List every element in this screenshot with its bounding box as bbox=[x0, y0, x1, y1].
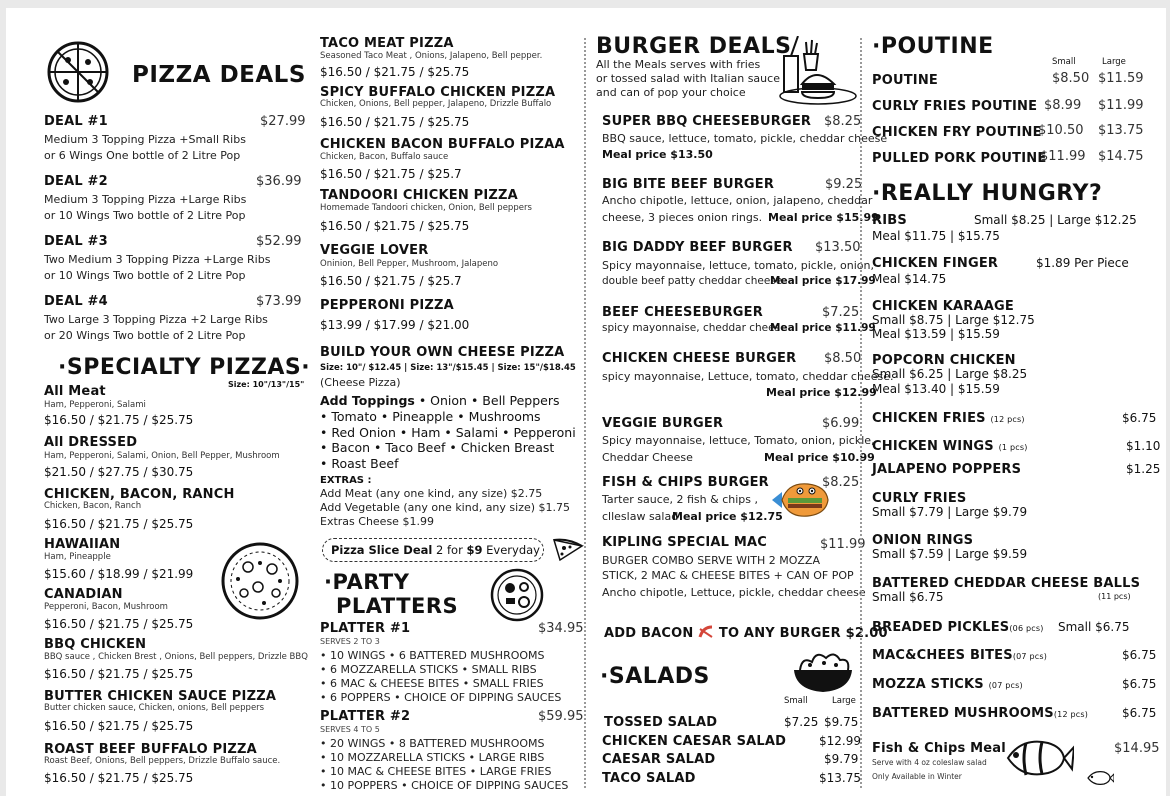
side-price: $6.75 bbox=[1122, 411, 1157, 425]
side-name: POPCORN CHICKEN bbox=[872, 353, 1016, 368]
party-title-2: PLATTERS bbox=[336, 594, 459, 618]
fish-meal-note: Only Available in Winter bbox=[872, 772, 962, 781]
poutine-large-price: $11.59 bbox=[1098, 71, 1144, 86]
side-label: CHICKEN FRIES bbox=[872, 411, 986, 426]
salad-large-price: $12.99 bbox=[819, 734, 861, 748]
burger-meal-price: Meal price $17.99 bbox=[770, 275, 876, 287]
clownfish-icon bbox=[1086, 768, 1114, 788]
burger-name: BIG BITE BEEF BURGER bbox=[602, 177, 775, 192]
fish-meal-desc: Serve with 4 oz coleslaw salad bbox=[872, 758, 987, 767]
side-label: MAC&CHEES BITES bbox=[872, 648, 1013, 663]
burger-desc: spicy mayonnaise, cheddar cheese bbox=[602, 322, 787, 334]
burger-name: BIG DADDY BEEF BURGER bbox=[602, 240, 793, 255]
item-desc: Seasoned Taco Meat , Onions, Jalapeno, Bell pepper. bbox=[320, 51, 543, 61]
poutine-small-header: Small bbox=[1052, 57, 1076, 67]
deal-3-price: $52.99 bbox=[256, 234, 302, 249]
burger-desc: cheese, 3 pieces onion rings. bbox=[602, 211, 763, 224]
salad-small-header: Small bbox=[784, 696, 808, 706]
item-price: $16.50 / $21.75 / $25.75 bbox=[320, 219, 470, 233]
burger-desc: BBQ sauce, lettuce, tomato, pickle, cheddar cheese bbox=[602, 132, 888, 145]
burger-desc: Cheddar Cheese bbox=[602, 451, 693, 464]
salads-title: ·SALADS bbox=[600, 664, 710, 689]
platter-1-line: • 6 MAC & CHEESE BITES • SMALL FRIES bbox=[320, 677, 544, 690]
platter-2-line: • 10 POPPERS • CHOICE OF DIPPING SAUCES bbox=[320, 779, 569, 792]
slice-deal-price: $9 bbox=[466, 543, 483, 557]
item-name: BBQ CHICKEN bbox=[44, 637, 147, 652]
platter-2-line: • 10 MAC & CHEESE BITES • LARGE FRIES bbox=[320, 765, 552, 778]
topping-line: • Red Onion • Ham • Salami • Pepperoni bbox=[320, 425, 576, 440]
platter-1-price: $34.95 bbox=[538, 621, 584, 636]
salad-large-header: Large bbox=[832, 696, 856, 706]
burger-meal-price: Meal price $15.99 bbox=[768, 211, 879, 224]
side-label: BREADED PICKLES bbox=[872, 620, 1010, 635]
deal-1-name: DEAL #1 bbox=[44, 114, 108, 129]
side-price: $6.75 bbox=[1122, 648, 1157, 662]
item-name: CANADIAN bbox=[44, 587, 123, 602]
topping-line: • Tomato • Pineapple • Mushrooms bbox=[320, 409, 541, 424]
platter-2-line: • 20 WINGS • 8 BATTERED MUSHROOMS bbox=[320, 737, 545, 750]
side-name bbox=[872, 621, 1044, 635]
deal-4-desc: or 20 Wings Two bottle of 2 Litre Pop bbox=[44, 329, 246, 342]
clownfish-icon bbox=[1002, 733, 1074, 783]
item-price: $16.50 / $21.75 / $25.75 bbox=[44, 719, 194, 733]
deal-4-desc: Two Large 3 Topping Pizza +2 Large Ribs bbox=[44, 313, 268, 326]
salad-bowl-icon bbox=[790, 648, 856, 694]
pizza-slice-icon bbox=[552, 536, 584, 562]
burger-desc: STICK, 2 MAC & CHEESE BITES + CAN OF POP bbox=[602, 569, 854, 582]
item-name: PEPPERONI PIZZA bbox=[320, 298, 454, 313]
extras-line: Add Meat (any one kind, any size) $2.75 bbox=[320, 487, 543, 500]
side-price: Small $6.75 bbox=[1058, 620, 1130, 634]
item-desc: Ham, Pepperoni, Salami bbox=[44, 400, 146, 410]
item-price: $16.50 / $21.75 / $25.7 bbox=[320, 274, 462, 288]
side-qty: (12 pcs) bbox=[990, 415, 1025, 424]
poutine-large-price: $14.75 bbox=[1098, 149, 1144, 164]
poutine-small-price: $10.50 bbox=[1038, 123, 1084, 138]
item-name: VEGGIE LOVER bbox=[320, 243, 429, 258]
pizza-column bbox=[6, 8, 312, 796]
salad-small-price: $7.25 bbox=[784, 715, 819, 729]
burger-desc: Spicy mayonnaise, lettuce, Tomato, onion, pickle, bbox=[602, 434, 875, 447]
item-name: HAWAIIAN bbox=[44, 537, 121, 552]
platter-2-name: PLATTER #2 bbox=[320, 709, 411, 724]
poutine-name: CHICKEN FRY POUTINE bbox=[872, 125, 1042, 140]
salad-large-price: $9.75 bbox=[824, 715, 859, 729]
side-label: BATTERED MUSHROOMS bbox=[872, 706, 1054, 721]
burger-price: $6.99 bbox=[822, 416, 860, 431]
item-desc: Ham, Pepperoni, Salami, Onion, Bell Pepper, Mushroom bbox=[44, 451, 280, 461]
sides-column bbox=[862, 8, 1166, 796]
platter-2-serves: SERVES 4 TO 5 bbox=[320, 725, 380, 734]
toppings-title: Add Toppings bbox=[320, 393, 415, 408]
item-name: CHICKEN, BACON, RANCH bbox=[44, 487, 235, 502]
item-desc: Pepperoni, Bacon, Mushroom bbox=[44, 602, 168, 612]
side-name bbox=[872, 649, 1047, 663]
poutine-name: PULLED PORK POUTINE bbox=[872, 151, 1047, 166]
item-name: TACO MEAT PIZZA bbox=[320, 36, 454, 51]
side-label: CHICKEN WINGS bbox=[872, 439, 994, 454]
side-meal: Meal $13.59 | $15.59 bbox=[872, 327, 1000, 341]
item-price: $16.50 / $21.75 / $25.75 bbox=[320, 65, 470, 79]
side-qty: (07 pcs) bbox=[1012, 652, 1048, 661]
burger-desc: spicy mayonnaise, Lettuce, tomato, cheddar cheese. bbox=[602, 370, 894, 383]
side-qty: (07 pcs) bbox=[988, 681, 1023, 690]
side-price: $6.75 bbox=[1122, 677, 1157, 691]
poutine-small-price: $8.50 bbox=[1052, 71, 1090, 86]
poutine-title: ·POUTINE bbox=[872, 34, 994, 59]
burger-meal-price: Meal price $12.75 bbox=[672, 510, 783, 523]
item-desc: Roast Beef, Onions, Bell peppers, Drizzle Buffalo sauce. bbox=[44, 756, 281, 766]
fish-meal-name: Fish & Chips Meal bbox=[872, 741, 1006, 756]
side-price: Small $8.75 | Large $12.75 bbox=[872, 313, 1035, 327]
item-desc: Chicken, Bacon, Buffalo sauce bbox=[320, 152, 449, 162]
salad-name: CHICKEN CAESAR SALAD bbox=[602, 734, 787, 749]
side-name: RIBS bbox=[872, 213, 907, 228]
item-desc: Ham, Pineapple bbox=[44, 552, 111, 562]
burger-price: $9.25 bbox=[825, 177, 863, 192]
menu-page bbox=[6, 8, 1166, 796]
side-price: $1.89 Per Piece bbox=[1036, 256, 1129, 270]
burger-name: FISH & CHIPS BURGER bbox=[602, 475, 769, 490]
side-label: MOZZA STICKS bbox=[872, 677, 984, 692]
item-price: $15.60 / $18.99 / $21.99 bbox=[44, 567, 194, 581]
deal-2-name: DEAL #2 bbox=[44, 174, 108, 189]
deal-3-desc: Two Medium 3 Topping Pizza +Large Ribs bbox=[44, 253, 271, 266]
salad-large-price: $9.79 bbox=[824, 752, 859, 766]
side-qty: (11 pcs) bbox=[1098, 592, 1131, 601]
burger-desc: double beef patty cheddar cheese. bbox=[602, 275, 786, 287]
burger-meal-price: Meal price $10.99 bbox=[764, 451, 875, 464]
item-desc: Homemade Tandoori chicken, Onion, Bell peppers bbox=[320, 203, 532, 213]
item-name: CHICKEN BACON BUFFALO PIZAA bbox=[320, 137, 565, 152]
byo-sub: (Cheese Pizza) bbox=[320, 376, 401, 389]
poutine-large-price: $11.99 bbox=[1098, 98, 1144, 113]
burger-name: SUPER BBQ CHEESEBURGER bbox=[602, 114, 812, 129]
burger-desc: Ancho chipotle, lettuce, onion, jalapeno, cheddar bbox=[602, 194, 873, 207]
side-name: CHICKEN FINGER bbox=[872, 256, 999, 271]
item-name: ROAST BEEF BUFFALO PIZZA bbox=[44, 742, 257, 757]
side-qty: (06 pcs) bbox=[1009, 624, 1044, 633]
burger-name: KIPLING SPECIAL MAC bbox=[602, 535, 767, 550]
side-meal: Meal $13.40 | $15.59 bbox=[872, 382, 1000, 396]
slice-deal-freq: Everyday bbox=[486, 543, 540, 557]
burger-intro: All the Meals serves with fries bbox=[596, 58, 761, 71]
fish-burger-icon bbox=[768, 476, 834, 524]
item-desc: Chicken, Onions, Bell pepper, Jalapeno, Drizzle Buffalo bbox=[320, 99, 552, 109]
poutine-small-price: $11.99 bbox=[1040, 149, 1086, 164]
side-price: Small $6.25 | Large $8.25 bbox=[872, 367, 1028, 381]
item-price: $16.50 / $21.75 / $25.7 bbox=[320, 167, 462, 181]
byo-sizes: Size: 10"/ $12.45 | Size: 13"/$15.45 | Size: 15"/$18.45 bbox=[320, 363, 576, 373]
side-name bbox=[872, 440, 1028, 454]
deal-2-desc: Medium 3 Topping Pizza +Large Ribs bbox=[44, 193, 247, 206]
add-bacon-label: ADD BACON bbox=[604, 626, 694, 641]
side-price: $1.10 bbox=[1126, 439, 1161, 453]
item-price: $16.50 / $21.75 / $25.75 bbox=[44, 517, 194, 531]
deal-1-desc: or 6 Wings One bottle of 2 Litre Pop bbox=[44, 149, 241, 162]
pizza-deals-title: PIZZA DEALS bbox=[132, 62, 306, 88]
slice-deal-label: Pizza Slice Deal bbox=[331, 543, 433, 557]
burger-price: $8.25 bbox=[824, 114, 862, 129]
burger-desc: Ancho chipotle, Lettuce, pickle, cheddar cheese bbox=[602, 586, 866, 599]
pizza-icon bbox=[46, 40, 110, 104]
item-desc: BBQ sauce , Chicken Brest , Onions, Bell peppers, Drizzle BBQ bbox=[44, 652, 308, 662]
side-name: CHICKEN KARAAGE bbox=[872, 299, 1014, 314]
deal-4-price: $73.99 bbox=[256, 294, 302, 309]
burger-meal-price: Meal price $11.99 bbox=[770, 322, 876, 334]
party-title-1: ·PARTY bbox=[324, 570, 410, 594]
salad-name: CAESAR SALAD bbox=[602, 752, 716, 767]
burger-intro: and can of pop your choice bbox=[596, 86, 746, 99]
deal-2-price: $36.99 bbox=[256, 174, 302, 189]
pizza-icon bbox=[220, 541, 300, 621]
platter-2-price: $59.95 bbox=[538, 709, 584, 724]
topping-line: • Onion • Bell Peppers bbox=[418, 393, 560, 408]
platter-1-line: • 6 MOZZARELLA STICKS • SMALL RIBS bbox=[320, 663, 537, 676]
side-price: $6.75 bbox=[1122, 706, 1157, 720]
salad-name: TACO SALAD bbox=[602, 771, 696, 786]
side-meal: Meal $14.75 bbox=[872, 272, 947, 286]
deal-4-name: DEAL #4 bbox=[44, 294, 108, 309]
burger-price: $7.25 bbox=[822, 305, 860, 320]
burger-name: BEEF CHEESEBURGER bbox=[602, 305, 763, 320]
side-price: Small $7.79 | Large $9.79 bbox=[872, 505, 1028, 519]
side-name bbox=[872, 707, 1088, 721]
burger-desc: Spicy mayonnaise, lettuce, tomato, pickle, onion, bbox=[602, 259, 874, 272]
poutine-small-price: $8.99 bbox=[1044, 98, 1082, 113]
side-price: Small $6.75 bbox=[872, 590, 944, 604]
side-meal: Meal $11.75 | $15.75 bbox=[872, 229, 1000, 243]
item-name: All Meat bbox=[44, 384, 106, 399]
extras-line: Extras Cheese $1.99 bbox=[320, 515, 434, 528]
side-price: Small $8.25 | Large $12.25 bbox=[974, 213, 1137, 227]
size-note: Size: 10"/13"/15" bbox=[228, 380, 305, 389]
salad-large-price: $13.75 bbox=[819, 771, 861, 785]
deal-3-desc: or 10 Wings Two bottle of 2 Litre Pop bbox=[44, 269, 246, 282]
extras-title: EXTRAS : bbox=[320, 475, 372, 486]
burger-combo-icon bbox=[772, 36, 858, 106]
item-price: $16.50 / $21.75 / $25.75 bbox=[320, 115, 470, 129]
burger-desc: Tarter sauce, 2 fish & chips , bbox=[602, 493, 758, 506]
fish-meal-price: $14.95 bbox=[1114, 741, 1160, 756]
burger-desc: clleslaw salad bbox=[602, 510, 679, 523]
specialty-title: ·SPECIALTY PIZZAS· bbox=[58, 355, 311, 380]
item-name: TANDOORI CHICKEN PIZZA bbox=[320, 188, 518, 203]
side-price: $1.25 bbox=[1126, 462, 1161, 476]
side-qty: (1 pcs) bbox=[998, 443, 1028, 452]
side-name: CURLY FRIES bbox=[872, 491, 967, 506]
burger-name: CHICKEN CHEESE BURGER bbox=[602, 351, 797, 366]
burger-price: $8.50 bbox=[824, 351, 862, 366]
side-qty: (12 pcs) bbox=[1053, 710, 1089, 719]
salad-name: TOSSED SALAD bbox=[604, 715, 718, 730]
burger-intro: or tossed salad with Italian sauce bbox=[596, 72, 780, 85]
burger-desc: BURGER COMBO SERVE WITH 2 MOZZA bbox=[602, 554, 820, 567]
add-bacon-price: TO ANY BURGER $2.00 bbox=[718, 626, 888, 641]
deal-1-desc: Medium 3 Topping Pizza +Small Ribs bbox=[44, 133, 246, 146]
item-desc: Chicken, Bacon, Ranch bbox=[44, 501, 142, 511]
item-desc: Oninion, Bell Pepper, Mushroom, Jalapeno bbox=[320, 259, 499, 269]
slice-deal-qty: 2 for bbox=[436, 543, 463, 557]
side-price: Small $7.59 | Large $9.59 bbox=[872, 547, 1028, 561]
item-price: $16.50 / $21.75 / $25.75 bbox=[44, 771, 194, 785]
poutine-large-price: $13.75 bbox=[1098, 123, 1144, 138]
deal-2-desc: or 10 Wings Two bottle of 2 Litre Pop bbox=[44, 209, 246, 222]
deal-1-price: $27.99 bbox=[260, 114, 306, 129]
item-price: $16.50 / $21.75 / $25.75 bbox=[44, 667, 194, 681]
burger-name: VEGGIE BURGER bbox=[602, 416, 724, 431]
specialty-column-2 bbox=[312, 8, 586, 796]
item-price: $16.50 / $21.75 / $25.75 bbox=[44, 617, 194, 631]
burger-price: $11.99 bbox=[820, 537, 866, 552]
side-name bbox=[872, 412, 1025, 426]
bacon-icon bbox=[698, 625, 714, 639]
burger-meal-price: Meal price $12.99 bbox=[766, 386, 877, 399]
poutine-large-header: Large bbox=[1102, 57, 1126, 67]
burger-price: $13.50 bbox=[815, 240, 861, 255]
platter-1-serves: SERVES 2 TO 3 bbox=[320, 637, 380, 646]
platter-icon bbox=[490, 568, 544, 622]
platter-1-name: PLATTER #1 bbox=[320, 621, 411, 636]
platter-1-line: • 6 POPPERS • CHOICE OF DIPPING SAUCES bbox=[320, 691, 562, 704]
item-name: All DRESSED bbox=[44, 435, 138, 450]
slice-deal-badge bbox=[322, 538, 544, 562]
side-name: BATTERED CHEDDAR CHEESE BALLS bbox=[872, 576, 1141, 591]
item-desc: Butter chicken sauce, Chicken, onions, Bell peppers bbox=[44, 703, 265, 713]
item-price: $21.50 / $27.75 / $30.75 bbox=[44, 465, 194, 479]
item-price: $16.50 / $21.75 / $25.75 bbox=[44, 413, 194, 427]
deal-3-name: DEAL #3 bbox=[44, 234, 108, 249]
platter-2-line: • 10 MOZZARELLA STICKS • LARGE RIBS bbox=[320, 751, 545, 764]
byo-title: BUILD YOUR OWN CHEESE PIZZA bbox=[320, 345, 565, 360]
poutine-name: CURLY FRIES POUTINE bbox=[872, 99, 1038, 114]
side-name: JALAPENO POPPERS bbox=[872, 462, 1022, 477]
topping-line: • Bacon • Taco Beef • Chicken Breast bbox=[320, 440, 555, 455]
side-name bbox=[872, 678, 1023, 692]
platter-1-line: • 10 WINGS • 6 BATTERED MUSHROOMS bbox=[320, 649, 545, 662]
burger-meal-price: Meal price $13.50 bbox=[602, 148, 713, 161]
hungry-title: ·REALLY HUNGRY? bbox=[872, 181, 1103, 206]
item-price: $13.99 / $17.99 / $21.00 bbox=[320, 318, 470, 332]
burger-price: $8.25 bbox=[822, 475, 860, 490]
extras-line: Add Vegetable (any one kind, any size) $1.75 bbox=[320, 501, 571, 514]
topping-line: • Roast Beef bbox=[320, 456, 399, 471]
add-bacon-line bbox=[604, 623, 888, 641]
side-name: ONION RINGS bbox=[872, 533, 974, 548]
item-name: BUTTER CHICKEN SAUCE PIZZA bbox=[44, 689, 277, 704]
item-name: SPICY BUFFALO CHICKEN PIZZA bbox=[320, 85, 556, 100]
poutine-name: POUTINE bbox=[872, 73, 939, 88]
burger-deals-title: BURGER DEALS bbox=[596, 34, 792, 59]
